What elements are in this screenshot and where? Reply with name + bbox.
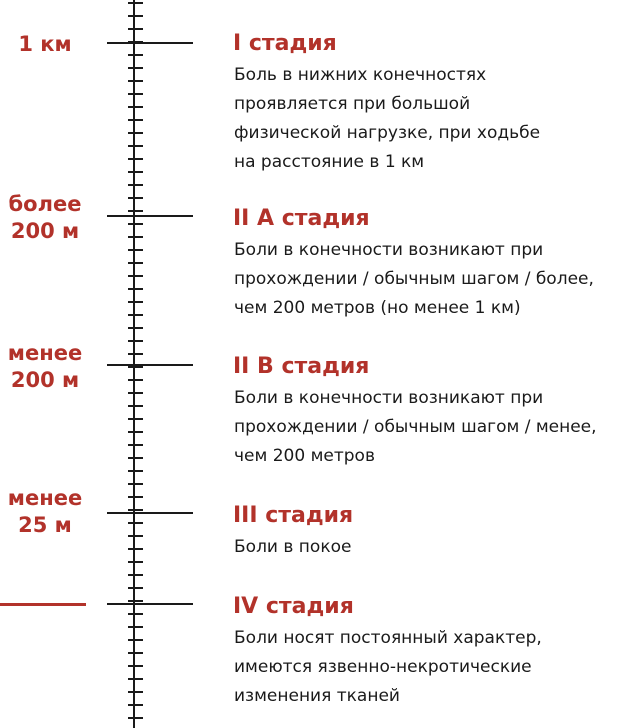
distance-label-under-200m: [0, 340, 90, 394]
scale-tick: [128, 158, 143, 160]
scale-tick: [128, 301, 143, 303]
scale-tick: [128, 574, 143, 576]
scale-tick: [128, 171, 143, 173]
distance-label-line: 1 км: [18, 32, 72, 56]
distance-label-line: 25 м: [18, 513, 72, 537]
scale-tick: [128, 184, 143, 186]
scale-tick: [128, 444, 143, 446]
stage-2a-description: [234, 236, 636, 323]
scale-tick: [128, 262, 143, 264]
scale-tick: [128, 327, 143, 329]
description-line: имеются язвенно-некротические: [234, 657, 532, 677]
scale-tick: [128, 418, 143, 420]
scale-tick: [128, 600, 143, 602]
scale-tick: [128, 717, 143, 719]
scale-tick: [128, 509, 143, 511]
distance-label-line: 200 м: [10, 368, 80, 392]
stage-4-description: [234, 624, 636, 711]
distance-label-line: менее: [7, 486, 83, 510]
scale-tick: [128, 587, 143, 589]
scale-tick: [128, 15, 143, 17]
scale-tick: [128, 223, 143, 225]
description-line: на расстояние в 1 км: [234, 152, 425, 172]
distance-label-line: более: [8, 192, 82, 216]
scale-tick: [128, 2, 143, 4]
scale-marker-stage-4: [107, 603, 193, 605]
scale-tick: [128, 210, 143, 212]
stage-1-title: I стадия: [233, 31, 337, 56]
stage-2b-title: II В стадия: [233, 354, 370, 379]
stage-2b-description: [234, 384, 636, 471]
description-line: физической нагрузке, при ходьбе: [234, 123, 541, 143]
distance-label-line: 200 м: [10, 219, 80, 243]
distance-label-over-200m: [0, 191, 90, 245]
scale-tick: [128, 366, 143, 368]
scale-tick: [128, 314, 143, 316]
scale-tick: [128, 405, 143, 407]
scale-tick: [128, 392, 143, 394]
stage-1-description: [234, 61, 636, 177]
scale-tick: [128, 236, 143, 238]
rest-level-marker: [0, 603, 86, 606]
scale-tick: [128, 483, 143, 485]
scale-tick: [128, 457, 143, 459]
scale-tick: [128, 379, 143, 381]
scale-tick: [128, 678, 143, 680]
scale-tick: [128, 548, 143, 550]
scale-tick: [128, 704, 143, 706]
scale-marker-stage-2a: [107, 215, 193, 217]
scale-tick: [128, 106, 143, 108]
scale-tick: [128, 639, 143, 641]
scale-tick: [128, 431, 143, 433]
scale-tick: [128, 275, 143, 277]
description-line: Боли в конечности возникают при: [234, 388, 544, 408]
scale-tick: [128, 93, 143, 95]
description-line: Боли в покое: [234, 537, 352, 557]
description-line: изменения тканей: [234, 686, 400, 706]
scale-tick: [128, 67, 143, 69]
distance-label-1km: [0, 31, 90, 58]
description-line: чем 200 метров: [234, 446, 375, 466]
scale-tick: [128, 535, 143, 537]
scale-tick: [128, 132, 143, 134]
stage-2a-title: II А стадия: [233, 206, 370, 231]
scale-tick: [128, 522, 143, 524]
scale-tick: [128, 54, 143, 56]
scale-marker-stage-1: [107, 42, 193, 44]
scale-marker-stage-3: [107, 512, 193, 514]
description-line: Боли носят постоянный характер,: [234, 628, 542, 648]
description-line: Боли в конечности возникают при: [234, 240, 544, 260]
scale-tick: [128, 145, 143, 147]
description-line: проявляется при большой: [234, 94, 471, 114]
distance-label-line: менее: [7, 341, 83, 365]
scale-tick: [128, 665, 143, 667]
scale-marker-stage-2b: [107, 364, 193, 366]
distance-label-under-25m: [0, 485, 90, 539]
description-line: прохождении / обычным шагом / более,: [234, 269, 594, 289]
description-line: чем 200 метров (но менее 1 км): [234, 298, 521, 318]
description-line: прохождении / обычным шагом / менее,: [234, 417, 597, 437]
scale-tick: [128, 28, 143, 30]
scale-tick: [128, 353, 143, 355]
scale-tick: [128, 496, 143, 498]
scale-tick: [128, 119, 143, 121]
scale-tick: [128, 652, 143, 654]
scale-tick: [128, 470, 143, 472]
scale-tick: [128, 80, 143, 82]
scale-tick: [128, 340, 143, 342]
scale-tick: [128, 613, 143, 615]
stage-4-title: IV стадия: [233, 594, 354, 619]
scale-tick: [128, 249, 143, 251]
scale-tick: [128, 197, 143, 199]
stage-3-description: [234, 533, 636, 562]
scale-tick: [128, 561, 143, 563]
scale-tick: [128, 288, 143, 290]
stage-3-title: III стадия: [233, 503, 354, 528]
description-line: Боль в нижних конечностях: [234, 65, 487, 85]
scale-tick: [128, 691, 143, 693]
scale-tick: [128, 626, 143, 628]
